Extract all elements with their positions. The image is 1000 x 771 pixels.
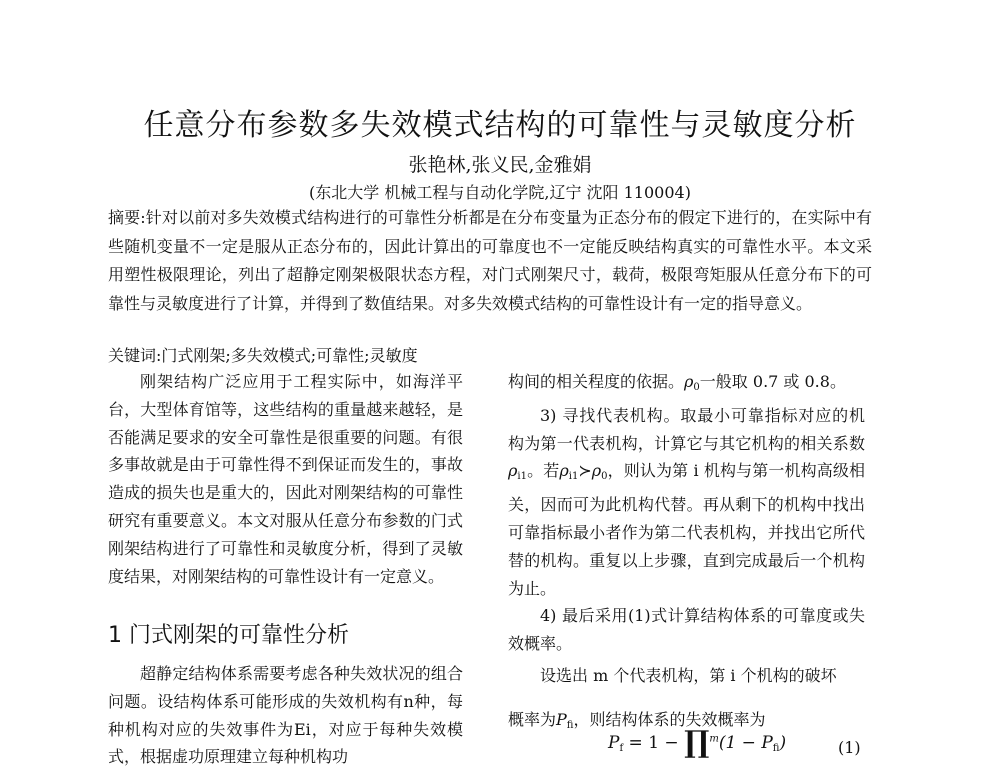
probability-paragraph: 概率为$P_{fi}$，则结构体系的失效概率为 xyxy=(508,709,766,731)
rho-symbol: $\rho_0$ xyxy=(684,372,700,393)
section-paragraph: 超静定结构体系需要考虑各种失效状况的组合问题。设结构体系可能形成的失效机构有n种，每种机构对应的失效事件为Ei，对应于每种失效模式，根据虚功原理建立每种机构功 xyxy=(108,664,463,767)
left-column-section xyxy=(108,660,463,771)
abstract: 摘要:针对以前对多失效模式结构进行的可靠性分析都是在分布变量为正态分布的假定下进行的，在实际中有些随机变量不一定是服从正态分布的，因此计算出的可靠度也不一定能反映结构真实的可靠性水平。本文采用塑性极限理论，列出了超静定刚架极限状态方程，对门式刚架尺寸，载荷，极限弯矩服从任意分布下的可靠性与灵敏度进行了计算，并得到了数值结果。对多失效模式结构的可靠性设计有一定的指导意义。 xyxy=(108,208,872,313)
intro-paragraph: 刚架结构广泛应用于工程实际中，如海洋平台，大型体育馆等，这些结构的重量越来越轻，是否能满足要求的安全可靠性是很重要的问题。有很多事故就是由于可靠性得不到保证而发生的，事故造成的损失也是重大的，因此对刚架结构的可靠性研究有重要意义。本文对服从任意分布参数的门式刚架结构进行了可靠性和灵敏度分析，得到了灵敏度结果，对刚架结构的可靠性设计有一定意义。 xyxy=(108,372,463,586)
affiliation: (东北大学 机械工程与自动化学院,辽宁 沈阳 110004) xyxy=(309,183,691,202)
rho-paragraph: 构间的相关程度的依据。$\rho_0$一般取 0.7 或 0.8。 xyxy=(508,372,846,393)
authors: 张艳林,张义民,金雅娟 xyxy=(408,154,592,176)
product-symbol: ∏ xyxy=(684,725,710,760)
equation-number: (1) xyxy=(838,738,861,757)
paper-title: 任意分布参数多失效模式结构的可靠性与灵敏度分析 xyxy=(143,108,857,143)
selection-paragraph: 设选出 m 个代表机构，第 i 个机构的破坏 xyxy=(540,665,837,685)
equation-1: $P_f = 1$ − ∏$^m$(1 − $P_{fi}$) xyxy=(608,725,787,760)
step-4-paragraph: 4) 最后采用(1)式计算结构体系的可靠度或失效概率。 xyxy=(508,606,865,654)
keywords: 关键词:门式刚架;多失效模式;可靠性;灵敏度 xyxy=(108,346,418,365)
section-heading: 1 门式刚架的可靠性分析 xyxy=(108,623,349,648)
step-3-paragraph: 3) 寻找代表机构。取最小可靠指标对应的机构为第一代表机构，计算它与其它机构的相关系数$\rho_{i1}$。若$\rho_{i1}≻\rho_0$，则认为第 i 机构与第一机构高级相关，因而可为此机构代替。再从剩下的机构中找出可靠指标最小者作为第二代表机构，并找出它所代替的机构。重复以上步骤，直到完成最后一个机构为止。 xyxy=(508,405,865,598)
right-column xyxy=(508,368,865,740)
left-column xyxy=(108,368,463,590)
